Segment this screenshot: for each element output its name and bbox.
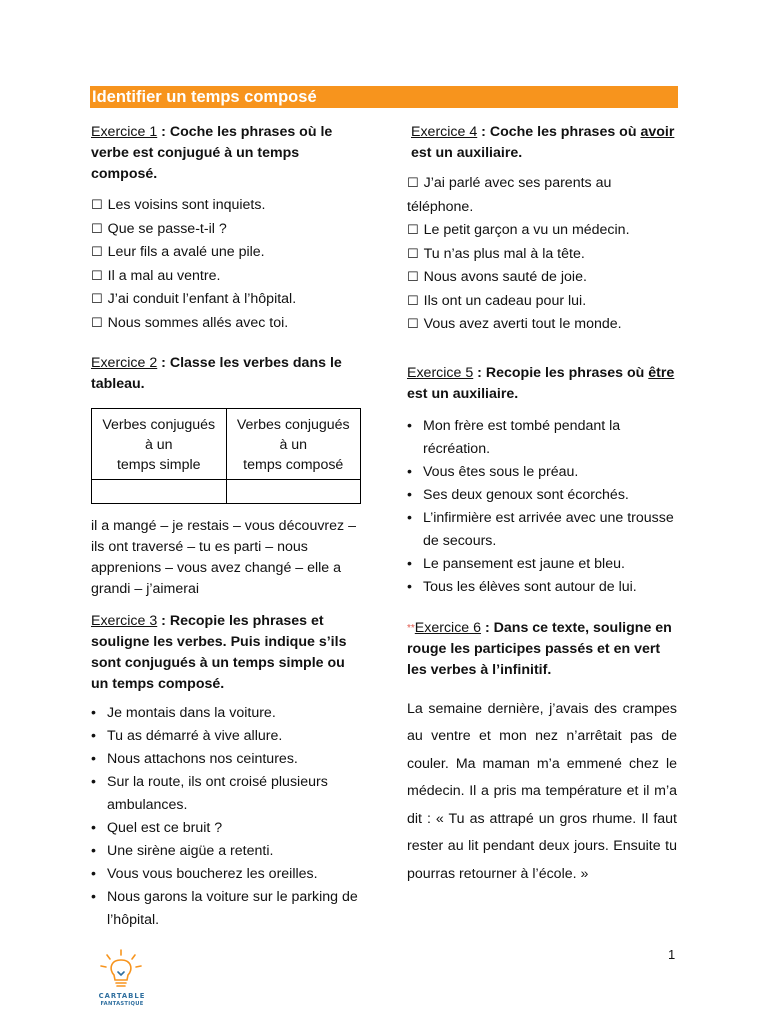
exercise-1-list xyxy=(91,194,365,335)
exercise-4-instruction-b: est un auxiliaire. xyxy=(411,145,523,161)
checkbox-icon[interactable]: ☐ xyxy=(407,293,419,309)
lightbulb-icon xyxy=(101,950,141,986)
checkbox-icon[interactable]: ☐ xyxy=(407,270,419,285)
exercise-3-title xyxy=(91,611,365,695)
checkbox-item[interactable] xyxy=(407,219,677,243)
exercise-2 xyxy=(91,353,365,600)
exercise-1 xyxy=(91,122,365,335)
list-item: • Je montais dans la voiture. xyxy=(91,702,365,725)
exercise-5-name: Exercice 5 xyxy=(407,364,474,381)
exercise-3-instruction: : Recopie les phrases et souligne les verbes. Puis indique s’ils sont conjugués à un temps simple ou un temps composé. xyxy=(91,613,347,692)
table-answer-row xyxy=(92,480,361,504)
checkbox-label: Les voisins sont inquiets. xyxy=(107,197,266,213)
checkbox-item[interactable] xyxy=(407,266,677,290)
checkbox-icon[interactable]: ☐ xyxy=(91,315,103,331)
table-header-line: temps composé xyxy=(243,457,344,473)
exercise-6-name: Exercice 6 xyxy=(414,619,482,636)
exercise-4-keyword: avoir xyxy=(640,124,675,140)
exercise-2-instruction: : Classe les verbes dans le tableau. xyxy=(91,355,342,392)
list-item: • Vous vous boucherez les oreilles. xyxy=(91,863,365,886)
checkbox-item[interactable] xyxy=(407,313,677,337)
exercise-2-verb-list: il a mangé – je restais – vous découvrez – ils ont traversé – tu es parti – nous apprenions – vous avez changé – elle a grandi – j’aimerai xyxy=(91,518,356,597)
page-title-banner xyxy=(90,86,678,108)
checkbox-icon[interactable]: ☐ xyxy=(91,198,103,213)
checkbox-item[interactable] xyxy=(91,265,365,289)
list-item: • Nous attachons nos ceintures. xyxy=(91,748,365,771)
list-item: • Tu as démarré à vive allure. xyxy=(91,725,365,748)
table-cell-answer-compose[interactable] xyxy=(226,480,361,504)
list-item: • Ses deux genoux sont écorchés. xyxy=(407,484,677,507)
right-column xyxy=(407,122,677,889)
checkbox-icon[interactable]: ☐ xyxy=(407,223,419,238)
exercise-5-instruction-b: est un auxiliaire. xyxy=(407,385,519,402)
checkbox-item[interactable] xyxy=(407,290,677,314)
logo-line-2: FANTASTIQUE xyxy=(100,1001,144,1007)
exercise-3-name: Exercice 3 xyxy=(91,613,158,629)
exercise-4-title xyxy=(411,122,677,164)
checkbox-item[interactable] xyxy=(91,312,365,336)
checkbox-item[interactable] xyxy=(91,288,365,312)
exercise-6-title xyxy=(407,618,677,681)
checkbox-item[interactable] xyxy=(91,241,365,265)
exercise-5 xyxy=(407,363,677,599)
exercise-6 xyxy=(407,618,677,889)
exercise-2-name: Exercice 2 xyxy=(91,355,158,371)
left-column xyxy=(91,122,365,932)
list-item: • Mon frère est tombé pendant la récréation. xyxy=(407,415,677,461)
checkbox-label: Leur fils a avalé une pile. xyxy=(107,244,265,260)
exercise-2-table xyxy=(91,408,361,504)
checkbox-item[interactable] xyxy=(407,172,677,219)
list-item: • Quel est ce bruit ? xyxy=(91,817,365,840)
list-item: • Le pansement est jaune et bleu. xyxy=(407,553,677,576)
list-item: • Tous les élèves sont autour de lui. xyxy=(407,576,677,599)
checkbox-label: Tu n’as plus mal à la tête. xyxy=(423,245,585,262)
table-header-line: Verbes conjugués xyxy=(236,417,350,433)
table-header-row xyxy=(92,409,361,480)
exercise-5-instruction-a: : Recopie les phrases où xyxy=(473,364,649,381)
checkbox-label: Il a mal au ventre. xyxy=(107,267,221,284)
exercise-6-instruction: : Dans ce texte, souligne en rouge les participes passés et en vert les verbes à l’infinitif. xyxy=(407,619,672,678)
table-header-line: Verbes conjugués xyxy=(102,417,216,433)
exercise-1-instruction: : Coche les phrases où le verbe est conjugué à un temps composé. xyxy=(91,124,333,182)
checkbox-icon[interactable]: ☐ xyxy=(91,245,103,260)
exercise-5-keyword: être xyxy=(648,364,675,381)
table-header-line: à un xyxy=(279,437,308,453)
checkbox-icon[interactable]: ☐ xyxy=(407,317,419,332)
checkbox-item[interactable] xyxy=(91,194,365,218)
exercise-4-list xyxy=(407,172,677,337)
list-item: • L’infirmière est arrivée avec une trousse de secours. xyxy=(407,507,677,553)
checkbox-icon[interactable]: ☐ xyxy=(407,176,419,191)
exercise-6-text: La semaine dernière, j’avais des crampes au ventre et mon nez n’arrêtait pas de couler. Ma maman m’a emmené chez le médecin. Il a pris ma température et il m’a dit : « Tu as attrapé un gros rhume. Il faut rester au lit pendant deux jours. Ensuite tu pourras retourner à l’école. » xyxy=(407,700,677,883)
difficulty-stars: ** xyxy=(407,622,415,634)
checkbox-label: Vous avez averti tout le monde. xyxy=(423,316,622,332)
list-item: • Sur la route, ils ont croisé plusieurs ambulances. xyxy=(91,771,365,817)
checkbox-label: J’ai parlé avec ses parents au téléphone. xyxy=(407,175,612,215)
checkbox-label: Que se passe-t-il ? xyxy=(107,220,227,237)
exercise-2-title xyxy=(91,353,365,395)
exercise-4 xyxy=(407,122,677,164)
checkbox-icon[interactable]: ☐ xyxy=(91,268,103,284)
list-item: • Une sirène aigüe a retenti. xyxy=(91,840,365,863)
table-header-line: à un xyxy=(144,437,173,453)
table-header-compose xyxy=(226,409,361,480)
checkbox-icon[interactable]: ☐ xyxy=(91,221,103,237)
exercise-4-name: Exercice 4 xyxy=(411,124,478,140)
exercise-4-instruction-a: : Coche les phrases où xyxy=(477,124,641,140)
checkbox-icon[interactable]: ☐ xyxy=(407,246,419,262)
exercise-3 xyxy=(91,611,365,932)
exercise-5-title xyxy=(407,363,677,405)
table-cell-answer-simple[interactable] xyxy=(92,480,227,504)
checkbox-item[interactable] xyxy=(91,218,365,242)
exercise-3-list xyxy=(91,702,365,932)
list-item: • Vous êtes sous le préau. xyxy=(407,461,677,484)
checkbox-item[interactable] xyxy=(407,243,677,267)
exercise-1-name: Exercice 1 xyxy=(91,124,158,140)
checkbox-label: Nous sommes allés avec toi. xyxy=(107,314,289,331)
exercise-5-list xyxy=(407,415,677,599)
logo-line-1: CARTABLE xyxy=(98,992,146,1000)
page-title: Identifier un temps composé xyxy=(92,88,317,106)
checkbox-label: Le petit garçon a vu un médecin. xyxy=(423,222,630,238)
checkbox-label: J’ai conduit l’enfant à l’hôpital. xyxy=(107,291,297,307)
exercise-1-title xyxy=(91,122,365,185)
table-header-simple xyxy=(92,409,227,480)
checkbox-label: Ils ont un cadeau pour lui. xyxy=(423,292,587,309)
page-number: 1 xyxy=(668,947,676,962)
table-header-line: temps simple xyxy=(116,457,201,473)
checkbox-label: Nous avons sauté de joie. xyxy=(423,269,587,285)
checkbox-icon[interactable]: ☐ xyxy=(91,292,103,307)
list-item: • Nous garons la voiture sur le parking de l’hôpital. xyxy=(91,886,365,932)
